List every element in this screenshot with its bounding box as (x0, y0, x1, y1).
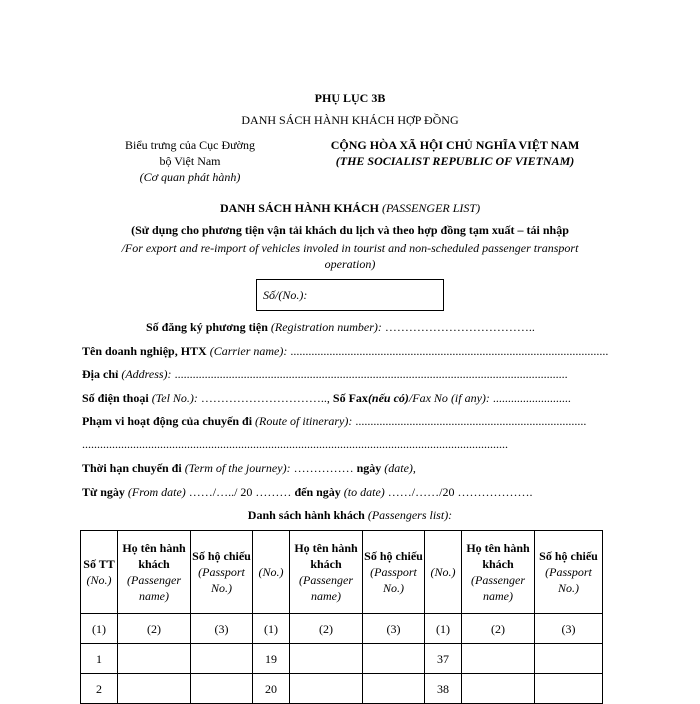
passport-cell[interactable] (535, 674, 603, 704)
registration-dots: ……………………………….. (384, 320, 535, 334)
header-cell: (No.) (425, 531, 462, 614)
term-field[interactable] (82, 461, 416, 476)
fax-label-en-2: (if any): (450, 391, 490, 405)
row-number: 37 (425, 644, 462, 674)
passport-cell[interactable] (363, 644, 425, 674)
from-label-en: (From date) (127, 485, 186, 499)
republic-title-vn: CỘNG HÒA XÃ HỘI CHỦ NGHĨA VIỆT NAM (330, 138, 580, 152)
route-label-vn: Phạm vi hoạt động của chuyến đi (82, 414, 253, 428)
term-label-vn: Thời hạn chuyến đi (82, 461, 182, 475)
header-cell: (No.) (253, 531, 290, 614)
usage-note-vn: (Sử dụng cho phương tiện vận tải khách du lịch và theo hợp đồng tạm xuất – tái nhập (131, 223, 569, 237)
term-days-vn: ngày (356, 461, 382, 475)
tel-fax-field[interactable] (82, 391, 571, 406)
address-label-vn: Địa chỉ (82, 367, 119, 381)
contract-list-title: DANH SÁCH HÀNH KHÁCH HỢP ĐỒNG (241, 113, 459, 127)
passport-cell[interactable] (535, 644, 603, 674)
header-cell: Số hộ chiếu (Passport No.) (363, 531, 425, 614)
column-number: (3) (363, 614, 425, 644)
to-value: ……/……/20 ………………. (387, 485, 533, 499)
column-number: (3) (191, 614, 253, 644)
address-dots: ................................................................................................................................... (174, 367, 568, 381)
address-label-en: (Address): (121, 367, 172, 381)
column-number: (1) (425, 614, 462, 644)
carrier-field[interactable] (82, 344, 608, 359)
row-number: 38 (425, 674, 462, 704)
row-number: 1 (81, 644, 118, 674)
tel-label-en: (Tel No.): (151, 391, 198, 405)
passenger-name-cell[interactable] (462, 644, 535, 674)
from-value: ……/…../ 20 ……… (188, 485, 292, 499)
fax-label-vn: Số Fax (332, 391, 368, 405)
passenger-list-heading (0, 508, 700, 523)
registration-label-en: (Registration number): (270, 320, 382, 334)
route-dots: ............................................................................. (355, 414, 587, 428)
column-number: (2) (462, 614, 535, 644)
issuer-line-3: (Cơ quan phát hành) (139, 170, 241, 184)
passenger-table (80, 530, 603, 704)
issuer-line-2: bộ Việt Nam (159, 154, 221, 168)
issuer-line-1: Biểu trưng của Cục Đường (125, 138, 255, 152)
carrier-label-vn: Tên doanh nghiệp, HTX (82, 344, 207, 358)
address-field[interactable] (82, 367, 568, 382)
passenger-name-cell[interactable] (290, 674, 363, 704)
registration-label-vn: Số đăng ký phương tiện (146, 320, 268, 334)
document-number-box[interactable] (256, 279, 444, 311)
date-range-field[interactable] (82, 485, 532, 500)
header-cell: Họ tên hành khách (Passenger name) (462, 531, 535, 614)
header-cell: Họ tên hành khách (Passenger name) (118, 531, 191, 614)
to-label-vn: đến ngày (294, 485, 341, 499)
route-field[interactable] (82, 414, 586, 429)
usage-note-en-2: operation) (324, 257, 376, 271)
republic-title-en: (THE SOCIALIST REPUBLIC OF VIETNAM) (335, 154, 575, 168)
republic-block (300, 137, 610, 169)
header-cell: Số hộ chiếu (Passport No.) (535, 531, 603, 614)
fax-dots: .......................... (492, 391, 571, 405)
carrier-dots: .......................................................................................................... (290, 344, 609, 358)
passenger-name-cell[interactable] (462, 674, 535, 704)
from-label-vn: Từ ngày (82, 485, 125, 499)
fax-note: (nếu có) (367, 391, 409, 405)
document-title-vn: DANH SÁCH HÀNH KHÁCH (219, 201, 379, 215)
row-number: 20 (253, 674, 290, 704)
table-row (81, 674, 603, 704)
header-cell: Số hộ chiếu (Passport No.) (191, 531, 253, 614)
table-row (81, 644, 603, 674)
issuer-block (110, 137, 270, 185)
tel-dots: ………………………….., (200, 391, 330, 405)
appendix-title: PHỤ LỤC 3B (314, 91, 386, 105)
header-cell: Họ tên hành khách (Passenger name) (290, 531, 363, 614)
column-number: (1) (253, 614, 290, 644)
table-header-row (81, 531, 603, 614)
to-label-en: (to date) (343, 485, 385, 499)
column-number: (2) (290, 614, 363, 644)
row-number: 2 (81, 674, 118, 704)
passport-cell[interactable] (191, 674, 253, 704)
usage-note-en-1: /For export and re-import of vehicles involed in tourist and non-scheduled passenger transport (121, 241, 579, 255)
passenger-list-heading-vn: Danh sách hành khách (247, 508, 365, 522)
route-dots-line-2[interactable]: .............................................................................................................................................. (82, 437, 508, 451)
row-number: 19 (253, 644, 290, 674)
column-number: (2) (118, 614, 191, 644)
fax-label-en: /Fax No (408, 391, 448, 405)
document-number-label: Số/(No.): (263, 288, 308, 302)
column-numbering-row (81, 614, 603, 644)
column-number: (1) (81, 614, 118, 644)
carrier-label-en: (Carrier name): (209, 344, 288, 358)
passenger-list-heading-en: (Passengers list): (367, 508, 453, 522)
term-label-en: (Term of the journey): (184, 461, 291, 475)
column-number: (3) (535, 614, 603, 644)
tel-label-vn: Số điện thoại (82, 391, 149, 405)
document-title-en: (PASSENGER LIST) (381, 201, 481, 215)
passenger-name-cell[interactable] (118, 674, 191, 704)
passenger-name-cell[interactable] (290, 644, 363, 674)
document-title (0, 201, 700, 216)
route-label-en: (Route of itinerary): (255, 414, 353, 428)
header-cell: Số TT (No.) (81, 531, 118, 614)
registration-field[interactable] (146, 320, 535, 335)
passport-cell[interactable] (363, 674, 425, 704)
term-days-en: (date), (384, 461, 416, 475)
passenger-name-cell[interactable] (118, 644, 191, 674)
term-dots: …………… (293, 461, 354, 475)
passport-cell[interactable] (191, 644, 253, 674)
